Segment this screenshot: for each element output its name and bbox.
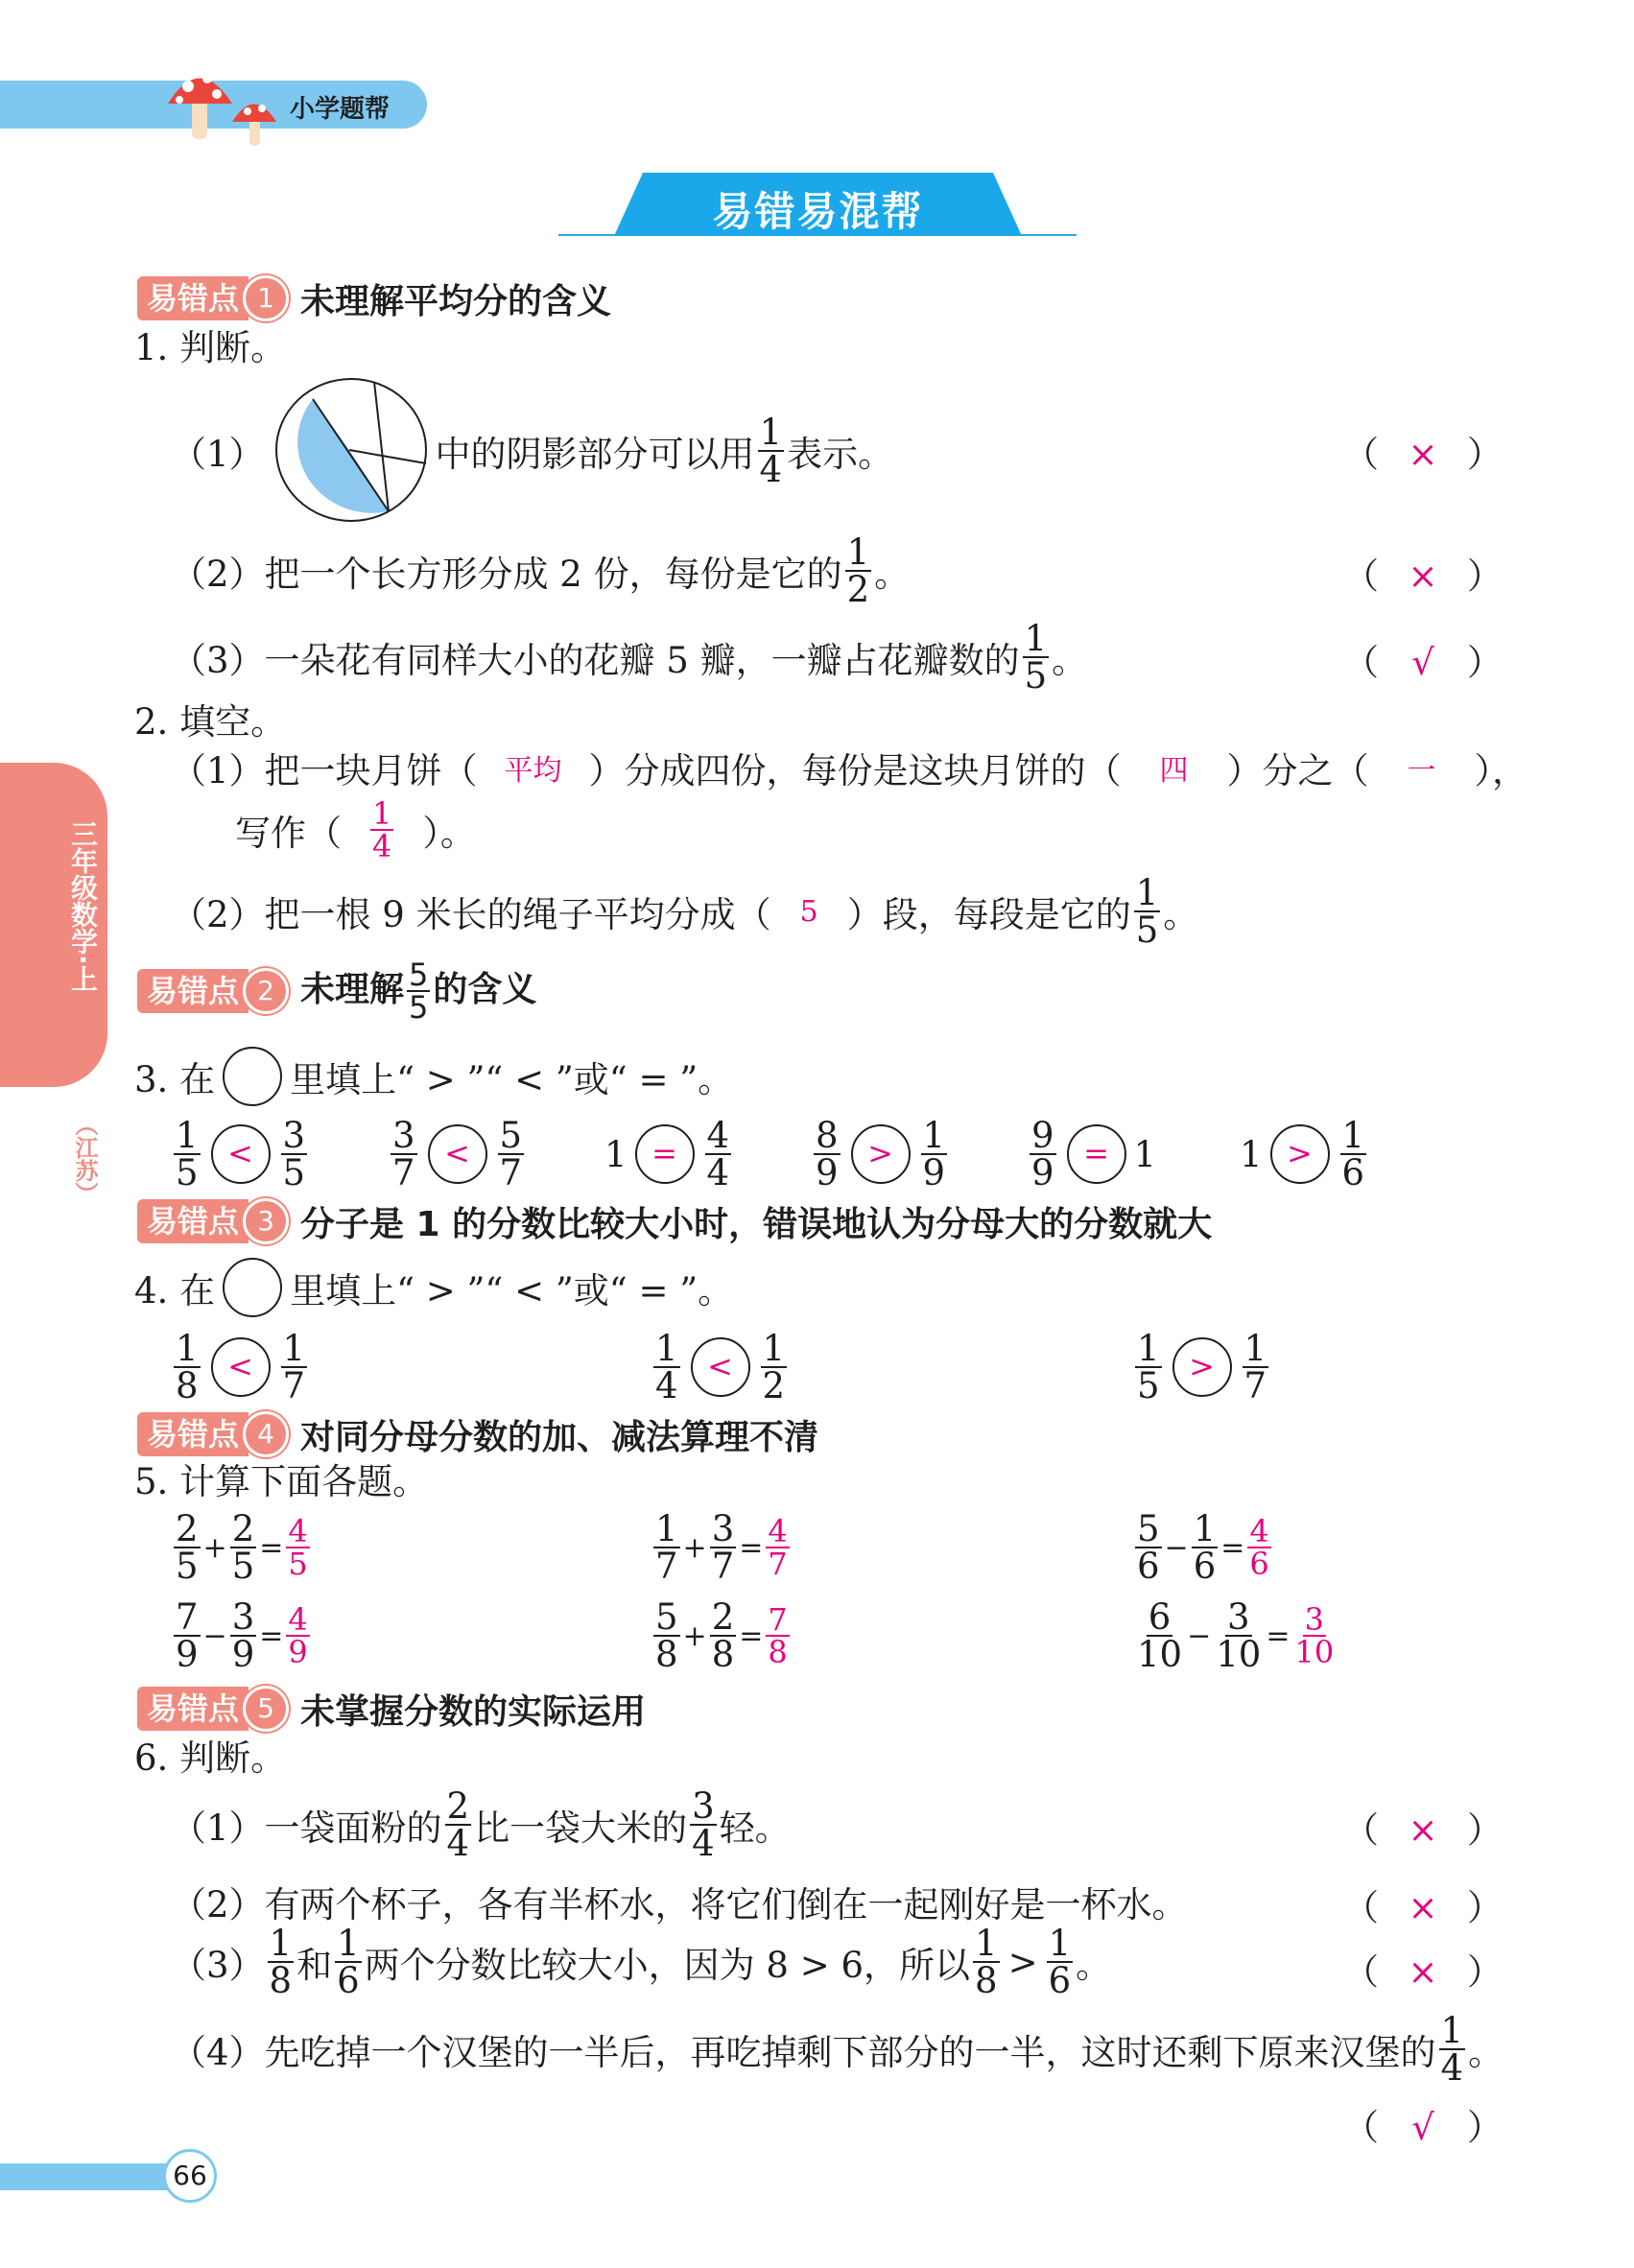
answer: √ bbox=[1411, 642, 1434, 683]
title-text: 的含义 bbox=[433, 970, 537, 1009]
answer: × bbox=[1408, 1809, 1438, 1851]
numerator: 1 bbox=[176, 1115, 199, 1156]
numerator: 2 bbox=[446, 1785, 470, 1827]
denominator: 6 bbox=[1048, 1960, 1072, 2001]
paren-open: （ bbox=[1343, 1809, 1379, 1851]
question-3-label bbox=[134, 1046, 733, 1107]
numerator: 3 bbox=[692, 1785, 715, 1827]
item-text: 先吃掉一个汉堡的一半后，再吃掉剩下部分的一半，这时还剩下原来汉堡的 bbox=[264, 2032, 1436, 2073]
answer: × bbox=[1408, 434, 1438, 475]
q5-item bbox=[171, 1595, 313, 1677]
denominator: 5 bbox=[176, 1546, 199, 1587]
item-text: 轻。 bbox=[719, 1807, 791, 1849]
numerator: 3 bbox=[282, 1115, 306, 1156]
compare-circle[interactable]: < bbox=[691, 1337, 750, 1397]
fraction bbox=[653, 1596, 680, 1675]
denominator: 5 bbox=[231, 1546, 255, 1587]
q5-item bbox=[1132, 1595, 1338, 1677]
equals: = bbox=[259, 1530, 284, 1565]
denominator: 7 bbox=[392, 1152, 415, 1193]
item-text: ）分之（ bbox=[1226, 750, 1369, 791]
denominator: 5 bbox=[282, 1152, 306, 1193]
question-4-label bbox=[134, 1257, 733, 1318]
numerator: 7 bbox=[768, 1601, 788, 1638]
item-number: （1） bbox=[171, 1807, 265, 1849]
denominator: 9 bbox=[922, 1152, 946, 1193]
denominator: 10 bbox=[1137, 1634, 1183, 1675]
denominator: 6 bbox=[1249, 1546, 1269, 1582]
numerator: 1 bbox=[922, 1115, 946, 1156]
fraction bbox=[1134, 872, 1161, 951]
item-text: 写作（ bbox=[235, 813, 342, 854]
operator: − bbox=[1164, 1530, 1189, 1565]
denominator: 4 bbox=[446, 1823, 470, 1864]
denominator: 10 bbox=[1294, 1634, 1335, 1670]
whole-number: 1 bbox=[604, 1133, 628, 1175]
item-text: 把一个长方形分成 2 份，每份是它的 bbox=[264, 554, 842, 595]
fraction bbox=[230, 1596, 257, 1675]
denominator: 5 bbox=[176, 1152, 199, 1193]
numerator: 2 bbox=[176, 1508, 199, 1549]
item-text: 。 bbox=[1076, 1945, 1112, 1986]
q3-item bbox=[1240, 1111, 1369, 1197]
answer: 一 bbox=[1407, 754, 1436, 788]
q3-item bbox=[811, 1111, 950, 1197]
point-badge-label: 易错点 bbox=[137, 276, 249, 320]
fraction-answer bbox=[766, 1601, 789, 1670]
fraction-answer bbox=[286, 1513, 309, 1582]
label-text: 里填上“ > ”“ < ”或“ = ”。 bbox=[290, 1059, 734, 1100]
compare-circle[interactable]: = bbox=[635, 1124, 695, 1184]
numerator: 5 bbox=[499, 1115, 523, 1156]
answer: × bbox=[1408, 555, 1438, 597]
answer: 5 bbox=[799, 894, 818, 929]
answer-parens bbox=[1343, 425, 1503, 477]
numerator: 3 bbox=[1227, 1596, 1250, 1638]
numerator: 1 bbox=[269, 1923, 293, 1964]
fraction bbox=[174, 1328, 201, 1406]
item-text: 一朵花有同样大小的花瓣 5 瓣，一瓣占花瓣数的 bbox=[264, 640, 1020, 681]
fraction bbox=[761, 1328, 788, 1406]
point-title bbox=[300, 957, 537, 1026]
fraction bbox=[174, 1508, 201, 1587]
denominator: 2 bbox=[762, 1365, 786, 1406]
numerator: 1 bbox=[176, 1328, 199, 1369]
point-number: 1 bbox=[243, 275, 289, 321]
paren-open: （ bbox=[1343, 555, 1379, 597]
fraction bbox=[174, 1115, 201, 1193]
label-text: 3. 在 bbox=[134, 1059, 216, 1100]
denominator: 9 bbox=[231, 1634, 255, 1675]
denominator: 8 bbox=[269, 1960, 293, 2001]
denominator: 7 bbox=[711, 1546, 735, 1587]
fraction bbox=[653, 1328, 680, 1406]
paren-open: （ bbox=[1343, 1887, 1379, 1928]
item-text: 把一块月饼（ bbox=[264, 750, 478, 791]
point-title: 未理解平均分的含义 bbox=[300, 281, 612, 321]
q1-item-1 bbox=[171, 376, 893, 525]
denominator: 9 bbox=[288, 1634, 308, 1670]
item-text: 。 bbox=[1163, 894, 1199, 935]
item-text: ）段，每段是它的 bbox=[846, 894, 1131, 935]
item-number: （2） bbox=[171, 554, 265, 595]
fraction bbox=[281, 1115, 308, 1193]
numerator: 1 bbox=[372, 795, 392, 832]
numerator: 7 bbox=[176, 1596, 199, 1638]
item-text: 把一根 9 米长的绳子平均分成（ bbox=[264, 894, 771, 935]
denominator: 5 bbox=[409, 989, 429, 1026]
q2-item-1-line2 bbox=[235, 791, 476, 868]
item-text: ）。 bbox=[422, 813, 476, 854]
operator: > bbox=[1007, 1941, 1038, 1983]
fraction bbox=[710, 1508, 737, 1587]
q4-item bbox=[651, 1324, 790, 1410]
side-tab-region: （江苏） bbox=[71, 1113, 98, 1205]
answer-parens bbox=[1343, 547, 1503, 599]
answer: × bbox=[1408, 1887, 1438, 1928]
answer: √ bbox=[1411, 2107, 1434, 2148]
item-text: 和 bbox=[296, 1945, 333, 1986]
equals: = bbox=[739, 1530, 764, 1565]
denominator: 4 bbox=[706, 1152, 730, 1193]
numerator: 5 bbox=[655, 1596, 678, 1638]
point-3-header bbox=[137, 1199, 1212, 1243]
question-2-label: 2. 填空。 bbox=[134, 701, 287, 743]
denominator: 4 bbox=[759, 448, 783, 490]
fraction bbox=[814, 1115, 841, 1193]
item-text: 。 bbox=[1468, 2032, 1504, 2073]
compare-circle[interactable]: > bbox=[1270, 1124, 1330, 1184]
fraction bbox=[1214, 1596, 1263, 1675]
paren-close: ） bbox=[1467, 642, 1503, 683]
title-text: 未理解 bbox=[300, 970, 405, 1009]
numerator: 1 bbox=[1135, 872, 1159, 913]
numerator: 1 bbox=[282, 1328, 306, 1369]
item-text: ）分成四份，每份是这块月饼的（ bbox=[588, 750, 1122, 791]
fraction bbox=[705, 1115, 732, 1193]
fraction-answer bbox=[1292, 1601, 1336, 1670]
fraction bbox=[845, 532, 872, 610]
answer: 四 bbox=[1159, 754, 1189, 788]
question-1-label: 1. 判断。 bbox=[134, 327, 287, 368]
numerator: 1 bbox=[655, 1508, 678, 1549]
q4-item bbox=[1132, 1324, 1271, 1410]
denominator: 4 bbox=[655, 1365, 678, 1406]
denominator: 7 bbox=[655, 1546, 678, 1587]
question-6-label: 6. 判断。 bbox=[134, 1737, 287, 1779]
fraction bbox=[174, 1596, 201, 1675]
numerator: 4 bbox=[288, 1513, 308, 1549]
answer-parens bbox=[1343, 1801, 1503, 1853]
fraction bbox=[653, 1508, 680, 1587]
denominator: 5 bbox=[1024, 655, 1048, 697]
circle-diagram bbox=[274, 376, 428, 525]
q6-item-3 bbox=[171, 1924, 1111, 2000]
operator: − bbox=[202, 1618, 227, 1653]
fraction-answer bbox=[1247, 1513, 1270, 1582]
whole-number: 1 bbox=[1133, 1133, 1157, 1175]
question-5-label: 5. 计算下面各题。 bbox=[134, 1461, 429, 1502]
denominator: 10 bbox=[1216, 1634, 1262, 1675]
q6-item-4 bbox=[171, 2011, 1504, 2088]
blank-circle-icon bbox=[223, 1258, 282, 1317]
fraction bbox=[230, 1508, 257, 1587]
numerator: 1 bbox=[1137, 1328, 1160, 1369]
answer-parens bbox=[1343, 2098, 1503, 2150]
numerator: 1 bbox=[1440, 2010, 1464, 2051]
denominator: 9 bbox=[176, 1634, 199, 1675]
paren-open: （ bbox=[1343, 1951, 1379, 1993]
item-number: （3） bbox=[171, 640, 265, 681]
fraction bbox=[1023, 618, 1050, 697]
numerator: 1 bbox=[337, 1923, 360, 1964]
fraction bbox=[710, 1596, 737, 1675]
item-text: 两个分数比较大小，因为 8 > 6，所以 bbox=[364, 1945, 971, 1986]
whole-number: 1 bbox=[1240, 1133, 1263, 1175]
item-number: （1） bbox=[171, 750, 265, 791]
fraction bbox=[1135, 1596, 1184, 1675]
compare-circle[interactable]: > bbox=[851, 1124, 911, 1184]
point-number: 4 bbox=[243, 1411, 289, 1457]
compare-circle[interactable]: = bbox=[1067, 1124, 1126, 1184]
operator: + bbox=[682, 1530, 707, 1565]
fraction bbox=[1340, 1115, 1367, 1193]
fraction bbox=[1243, 1328, 1269, 1406]
item-text: ）， bbox=[1474, 750, 1528, 791]
brand-label: 小学题帮 bbox=[290, 95, 391, 124]
answer-parens bbox=[1343, 1943, 1503, 1995]
operator: + bbox=[202, 1530, 227, 1565]
denominator: 5 bbox=[1137, 1365, 1160, 1406]
denominator: 6 bbox=[337, 1960, 360, 2001]
q2-item-2 bbox=[171, 873, 1198, 950]
q3-item bbox=[1027, 1111, 1156, 1197]
fraction bbox=[498, 1115, 525, 1193]
numerator: 4 bbox=[288, 1601, 308, 1638]
denominator: 8 bbox=[711, 1634, 735, 1675]
item-text: 。 bbox=[874, 554, 911, 595]
numerator: 4 bbox=[768, 1513, 788, 1549]
numerator: 5 bbox=[409, 957, 429, 993]
item-text: 。 bbox=[1052, 640, 1088, 681]
numerator: 8 bbox=[816, 1115, 839, 1156]
equals: = bbox=[1220, 1530, 1245, 1565]
fraction-answer bbox=[370, 795, 393, 864]
numerator: 3 bbox=[711, 1508, 735, 1549]
point-number: 5 bbox=[243, 1686, 289, 1732]
equals: = bbox=[1266, 1618, 1291, 1653]
fraction bbox=[758, 411, 785, 490]
paren-close: ） bbox=[1467, 2107, 1503, 2148]
fraction bbox=[281, 1328, 308, 1406]
compare-circle[interactable]: < bbox=[211, 1337, 271, 1397]
point-title: 分子是 1 的分数比较大小时，错误地认为分母大的分数就大 bbox=[300, 1204, 1213, 1244]
denominator: 7 bbox=[499, 1152, 523, 1193]
paren-close: ） bbox=[1467, 434, 1503, 475]
point-title: 未掌握分数的实际运用 bbox=[300, 1691, 647, 1732]
operator: − bbox=[1187, 1618, 1212, 1653]
numerator: 4 bbox=[1249, 1513, 1269, 1549]
denominator: 9 bbox=[1031, 1152, 1054, 1193]
point-badge-label: 易错点 bbox=[137, 1412, 249, 1456]
denominator: 7 bbox=[1243, 1365, 1267, 1406]
numerator: 1 bbox=[1341, 1115, 1365, 1156]
denominator: 2 bbox=[846, 569, 870, 610]
denominator: 6 bbox=[1137, 1546, 1160, 1587]
label-text: 里填上“ > ”“ < ”或“ = ”。 bbox=[290, 1270, 734, 1311]
item-text: 比一袋大米的 bbox=[474, 1807, 688, 1849]
paren-close: ） bbox=[1467, 555, 1503, 597]
numerator: 4 bbox=[706, 1115, 730, 1156]
numerator: 5 bbox=[1137, 1508, 1160, 1549]
fraction-answer bbox=[286, 1601, 309, 1670]
paren-close: ） bbox=[1467, 1809, 1503, 1851]
q1-item-2 bbox=[171, 532, 910, 609]
numerator: 1 bbox=[655, 1328, 678, 1369]
q5-item bbox=[651, 1506, 793, 1589]
point-number: 2 bbox=[243, 968, 289, 1014]
denominator: 8 bbox=[655, 1634, 678, 1675]
paren-open: （ bbox=[1343, 434, 1379, 475]
numerator: 3 bbox=[1304, 1601, 1324, 1638]
denominator: 9 bbox=[816, 1152, 839, 1193]
item-number: （4） bbox=[171, 2032, 265, 2073]
numerator: 1 bbox=[1048, 1923, 1072, 1964]
denominator: 4 bbox=[372, 828, 392, 864]
denominator: 4 bbox=[1440, 2047, 1464, 2089]
numerator: 1 bbox=[975, 1923, 998, 1964]
q1-item-3 bbox=[171, 619, 1087, 696]
q6-item-2 bbox=[171, 1873, 1188, 1930]
item-text: 一袋面粉的 bbox=[264, 1807, 442, 1849]
q4-item bbox=[171, 1324, 310, 1410]
numerator: 1 bbox=[759, 411, 783, 453]
point-1-header bbox=[137, 276, 611, 320]
page-number: 66 bbox=[163, 2149, 217, 2203]
fraction-answer bbox=[766, 1513, 789, 1582]
item-number: （2） bbox=[171, 1884, 265, 1925]
numerator: 6 bbox=[1148, 1596, 1172, 1638]
denominator: 8 bbox=[176, 1365, 199, 1406]
point-badge-label: 易错点 bbox=[137, 1687, 249, 1731]
answer: 平均 bbox=[504, 754, 562, 788]
fraction bbox=[391, 1115, 417, 1193]
point-badge-label: 易错点 bbox=[137, 969, 249, 1013]
paren-open: （ bbox=[1343, 642, 1379, 683]
numerator: 1 bbox=[1243, 1328, 1267, 1369]
point-title: 对同分母分数的加、减法算理不清 bbox=[300, 1417, 819, 1457]
q2-item-1 bbox=[171, 744, 1527, 791]
denominator: 4 bbox=[692, 1823, 715, 1864]
point-4-header bbox=[137, 1412, 818, 1456]
q3-item bbox=[171, 1111, 310, 1197]
blank-circle-icon bbox=[223, 1047, 282, 1106]
fraction bbox=[1030, 1115, 1056, 1193]
denominator: 7 bbox=[282, 1365, 306, 1406]
numerator: 3 bbox=[392, 1115, 415, 1156]
numerator: 1 bbox=[846, 532, 870, 573]
denominator: 5 bbox=[288, 1546, 308, 1582]
numerator: 2 bbox=[711, 1596, 735, 1638]
operator: + bbox=[682, 1618, 707, 1653]
denominator: 8 bbox=[768, 1634, 788, 1670]
equals: = bbox=[259, 1618, 284, 1653]
numerator: 2 bbox=[231, 1508, 255, 1549]
answer: × bbox=[1408, 1951, 1438, 1993]
equals: = bbox=[739, 1618, 764, 1653]
denominator: 6 bbox=[1341, 1152, 1365, 1193]
item-text: 表示。 bbox=[787, 433, 894, 475]
denominator: 6 bbox=[1193, 1546, 1217, 1587]
q6-item-1 bbox=[171, 1786, 791, 1863]
point-2-header bbox=[137, 957, 537, 1026]
q3-item bbox=[604, 1111, 734, 1197]
fraction bbox=[1135, 1328, 1162, 1406]
paren-close: ） bbox=[1467, 1887, 1503, 1928]
answer-parens bbox=[1343, 633, 1503, 685]
item-text: 有两个杯子，各有半杯水，将它们倒在一起刚好是一杯水。 bbox=[264, 1884, 1188, 1925]
paren-close: ） bbox=[1467, 1951, 1503, 1993]
q3-item bbox=[388, 1111, 527, 1197]
point-number: 3 bbox=[243, 1198, 289, 1244]
q5-item bbox=[171, 1506, 313, 1589]
fraction bbox=[1192, 1508, 1219, 1587]
section-title: 易错易混帮 bbox=[712, 188, 924, 235]
paren-open: （ bbox=[1343, 2107, 1379, 2148]
numerator: 1 bbox=[1193, 1508, 1217, 1549]
point-badge-label: 易错点 bbox=[137, 1199, 249, 1243]
compare-circle[interactable]: < bbox=[428, 1124, 487, 1184]
answer-parens bbox=[1343, 1878, 1503, 1930]
mushroom-icon bbox=[163, 58, 288, 149]
fraction bbox=[921, 1115, 948, 1193]
denominator: 5 bbox=[1135, 910, 1159, 951]
q5-item bbox=[651, 1595, 793, 1677]
q5-item bbox=[1132, 1506, 1274, 1589]
numerator: 1 bbox=[762, 1328, 786, 1369]
fraction bbox=[1135, 1508, 1162, 1587]
item-number: （1） bbox=[171, 433, 265, 475]
compare-circle[interactable]: > bbox=[1172, 1337, 1232, 1397]
numerator: 3 bbox=[231, 1596, 255, 1638]
item-text: 中的阴影部分可以用 bbox=[435, 433, 755, 475]
denominator: 7 bbox=[768, 1546, 788, 1582]
point-5-header bbox=[137, 1687, 646, 1731]
side-tab-grade: 三年级数学·上 bbox=[67, 820, 99, 992]
denominator: 8 bbox=[975, 1960, 998, 2001]
numerator: 1 bbox=[1024, 618, 1048, 659]
item-number: （3） bbox=[171, 1945, 265, 1986]
item-number: （2） bbox=[171, 894, 265, 935]
label-text: 4. 在 bbox=[134, 1270, 216, 1311]
numerator: 9 bbox=[1031, 1115, 1054, 1156]
compare-circle[interactable]: < bbox=[211, 1124, 271, 1184]
